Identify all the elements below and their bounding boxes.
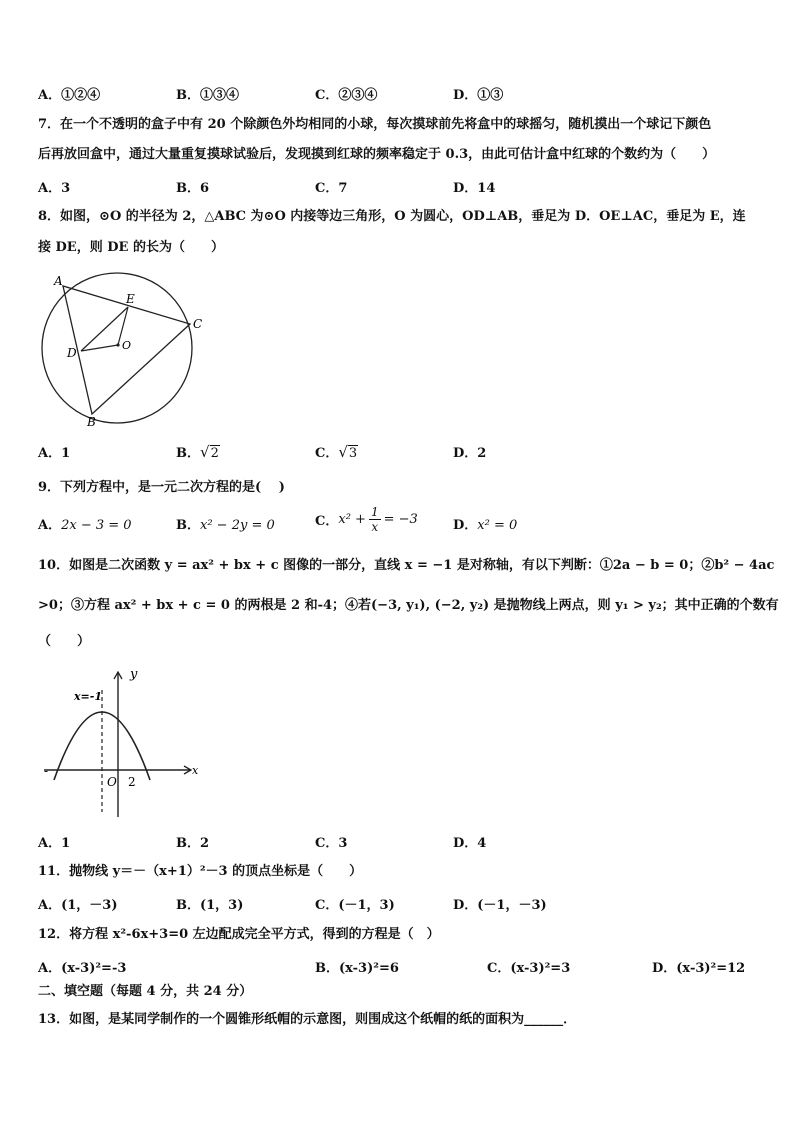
q7-option-b: B．6 [176, 181, 210, 196]
q10-option-c: C．3 [315, 836, 348, 851]
q10-parabola-figure [36, 662, 201, 822]
q10-stem-line1: 10．如图是二次函数 y = ax² + bx + c 图像的一部分，直线 x = −1 是对称轴，有以下判断：①2a − b = 0；②b² − 4ac [38, 558, 775, 573]
q12-option-b: B．(x-3)²=6 [315, 961, 399, 976]
q10-option-a: A．1 [38, 836, 71, 851]
label-minus: - [44, 764, 49, 778]
q11-option-a: A．(1，－3) [38, 898, 118, 913]
label-b: B [87, 415, 96, 429]
q7-stem-line1: 7．在一个不透明的盒子中有 20 个除颜色外均相同的小球，每次摸球前先将盒中的球摇匀，随机摸出一个球记下颜色 [38, 117, 712, 132]
q9-option-a [38, 514, 132, 533]
q8-option-c-radicand: 3 [348, 446, 358, 461]
section-heading: 二、填空题（每题 4 分，共 24 分） [38, 984, 253, 999]
q9-option-b-eq: x² − 2y = 0 [200, 518, 275, 533]
q11-option-b: B．(1，3) [176, 898, 244, 913]
q7-option-d: D．14 [453, 181, 496, 196]
segment-de [81, 307, 128, 351]
q9-option-a-eq: 2x − 3 = 0 [61, 518, 132, 533]
label-a: A [54, 274, 63, 288]
label-c: C [193, 317, 203, 331]
label-y: y [130, 667, 138, 682]
q13-stem: 13．如图，是某同学制作的一个圆锥形纸帽的示意图，则围成这个纸帽的纸的面积为______． [38, 1012, 577, 1027]
label-o: O [122, 339, 132, 352]
q9-stem: 9．下列方程中，是一元二次方程的是( ) [38, 480, 285, 495]
q8-option-b-radicand: 2 [210, 446, 219, 461]
q9-option-c-numerator: 1 [370, 505, 379, 519]
q6-option-a: A．①②④ [38, 88, 101, 103]
q9-option-d [453, 514, 517, 533]
q7-stem-line2: 后再放回盒中，通过大量重复摸球试验后，发现摸到红球的频率稳定于 0.3，由此可估计盒中红球的个数约为（ ） [38, 147, 716, 162]
q9-option-b [176, 514, 275, 533]
label-origin: O [107, 775, 117, 789]
q8-stem-line1: 8．如图，⊙O 的半径为 2，△ABC 为⊙O 内接等边三角形，O 为圆心，OD⊥AB，垂足为 D．OE⊥AC，垂足为 E，连 [38, 209, 746, 224]
q9-option-c [315, 505, 418, 534]
q11-stem: 11．抛物线 y＝－（x+1）²－3 的顶点坐标是（ ） [38, 864, 363, 879]
q6-option-b: B．①③④ [176, 88, 239, 103]
q10-option-d: D．4 [453, 836, 487, 851]
q12-option-c: C．(x-3)²=3 [487, 961, 571, 976]
label-two: 2 [128, 775, 136, 789]
q6-option-c: C．②③④ [315, 88, 378, 103]
label-x: x [192, 764, 199, 777]
q6-option-d: D．①③ [453, 88, 504, 103]
q9-option-d-eq: x² = 0 [477, 518, 518, 533]
q7-option-c: C．7 [315, 181, 348, 196]
q8-option-a: A．1 [38, 446, 71, 461]
q8-stem-line2: 接 DE，则 DE 的长为（ ） [38, 240, 224, 255]
q10-stem-line3: （ ） [38, 634, 91, 649]
q9-option-c-prefix: C． [315, 514, 339, 529]
q8-option-c-prefix: C． [315, 446, 339, 461]
label-d: D [67, 346, 77, 360]
q8-option-b-prefix: B． [176, 446, 200, 461]
label-axis: x=-1 [74, 690, 102, 703]
q8-option-b: B．√2 [176, 443, 219, 461]
q11-option-d: D．(－1，－3) [453, 898, 547, 913]
label-e: E [126, 292, 135, 306]
q12-option-d: D．(x-3)²=12 [652, 961, 746, 976]
center-point [116, 343, 119, 346]
q9-option-a-prefix: A． [38, 518, 62, 533]
q7-option-a: A．3 [38, 181, 71, 196]
q12-stem: 12．将方程 x²-6x+3=0 左边配成完全平方式，得到的方程是（ ） [38, 927, 440, 942]
q10-stem-line2: >0；③方程 ax² + bx + c = 0 的两根是 2 和-4；④若(−3, y₁), (−2, y₂) 是抛物线上两点，则 y₁ > y₂；其中正确的个数有 [38, 598, 779, 613]
q9-option-b-prefix: B． [176, 518, 200, 533]
q12-option-a: A．(x-3)²=-3 [38, 961, 127, 976]
q11-option-c: C．(－1，3) [315, 898, 395, 913]
q9-option-d-prefix: D． [453, 518, 478, 533]
q8-option-d: D．2 [453, 446, 487, 461]
q8-option-c: C．√3 [315, 443, 358, 461]
q9-option-c-post: = −3 [383, 512, 418, 527]
q9-option-c-pre: x² + [338, 512, 366, 527]
q8-circle-figure [36, 266, 206, 431]
q9-option-c-denominator: x [371, 520, 379, 534]
q10-option-b: B．2 [176, 836, 210, 851]
